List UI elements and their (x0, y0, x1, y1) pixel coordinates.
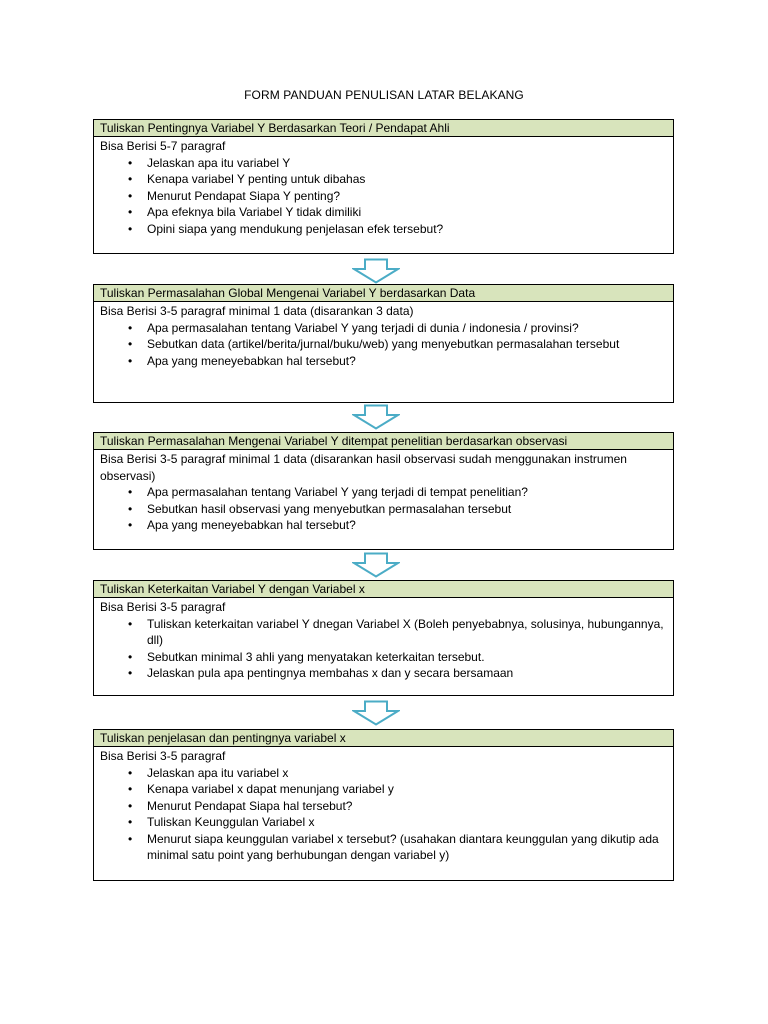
list-item (100, 649, 667, 666)
bullet-icon: • (128, 765, 133, 780)
bullet-list (100, 616, 667, 682)
list-item (100, 517, 667, 534)
list-item-text: Kenapa variabel x dapat menunjang variabel y (147, 782, 394, 796)
bullet-icon: • (128, 172, 133, 186)
page-title: FORM PANDUAN PENULISAN LATAR BELAKANG (244, 88, 524, 102)
section-intro: Bisa Berisi 3-5 paragraf minimal 1 data (disarankan hasil observasi sudah menggunakan instrumen observasi) (100, 452, 627, 483)
section-header: Tuliskan Pentingnya Variabel Y Berdasarkan Teori / Pendapat Ahli (94, 120, 673, 137)
list-item (100, 765, 667, 782)
down-arrow-icon (352, 404, 400, 430)
list-item (100, 484, 667, 501)
list-item-text: Jelaskan apa itu variabel Y (147, 155, 291, 170)
bullet-icon: • (128, 188, 133, 203)
list-item-text: Jelaskan apa itu variabel x (147, 765, 289, 780)
list-item-text: Apa yang meneyebabkan hal tersebut? (147, 353, 356, 368)
bullet-icon: • (128, 798, 133, 813)
bullet-icon: • (128, 320, 133, 335)
section-box-2 (93, 284, 674, 403)
bullet-icon: • (128, 649, 133, 664)
list-item (100, 501, 667, 518)
list-item (100, 336, 667, 353)
list-item (100, 204, 667, 221)
section-intro: Bisa Berisi 3-5 paragraf (100, 600, 226, 614)
list-item-text: Apa efeknya bila Variabel Y tidak dimiliki (147, 205, 362, 219)
list-item (100, 798, 667, 815)
bullet-icon: • (128, 815, 133, 829)
section-intro: Bisa Berisi 5-7 paragraf (100, 139, 226, 153)
down-arrow-icon (352, 700, 400, 726)
list-item (100, 221, 667, 238)
list-item-text: Apa permasalahan tentang Variabel Y yang terjadi di dunia / indonesia / provinsi? (147, 320, 579, 335)
section-body (94, 137, 673, 237)
bullet-icon: • (128, 518, 133, 532)
list-item (100, 320, 667, 337)
bullet-list (100, 484, 667, 534)
list-item (100, 665, 667, 682)
bullet-icon: • (128, 337, 133, 351)
list-item-text: Tuliskan keterkaitan variabel Y dnegan Variabel X (Boleh penyebabnya, solusinya, hubungannya, dll) (147, 616, 664, 647)
section-header: Tuliskan Permasalahan Global Mengenai Variabel Y berdasarkan Data (94, 285, 673, 302)
list-item-text: Sebutkan data (artikel/berita/jurnal/buku/web) yang menyebutkan permasalahan tersebut (147, 337, 620, 351)
bullet-icon: • (128, 666, 133, 680)
list-item (100, 616, 667, 649)
list-item-text: Sebutkan minimal 3 ahli yang menyatakan keterkaitan tersebut. (147, 649, 485, 664)
down-arrow-icon (352, 258, 400, 284)
list-item-text: Menurut Pendapat Siapa Y penting? (147, 188, 341, 203)
section-body (94, 747, 673, 864)
section-body (94, 450, 673, 534)
bullet-icon: • (128, 501, 133, 516)
section-box-1 (93, 119, 674, 254)
list-item-text: Kenapa variabel Y penting untuk dibahas (147, 172, 366, 186)
list-item (100, 188, 667, 205)
list-item-text: Jelaskan pula apa pentingnya membahas x dan y secara bersamaan (147, 666, 514, 680)
bullet-icon: • (128, 155, 133, 170)
list-item-text: Sebutkan hasil observasi yang menyebutkan permasalahan tersebut (147, 501, 512, 516)
section-body (94, 302, 673, 369)
down-arrow-icon (352, 552, 400, 578)
section-box-4 (93, 580, 674, 696)
list-item-text: Apa permasalahan tentang Variabel Y yang terjadi di tempat penelitian? (147, 485, 528, 499)
list-item-text: Menurut siapa keunggulan variabel x tersebut? (usahakan diantara keunggulan yang dikutip ada minimal satu point yang berhubungan dengan variabel y) (147, 831, 659, 862)
bullet-list (100, 765, 667, 864)
bullet-icon: • (128, 221, 133, 236)
section-body (94, 598, 673, 682)
list-item (100, 831, 667, 864)
list-item-text: Tuliskan Keunggulan Variabel x (147, 815, 315, 829)
section-box-3 (93, 432, 674, 550)
section-header: Tuliskan Keterkaitan Variabel Y dengan Variabel x (94, 581, 673, 598)
bullet-icon: • (128, 782, 133, 796)
section-intro: Bisa Berisi 3-5 paragraf (100, 749, 226, 763)
list-item (100, 353, 667, 370)
section-header: Tuliskan Permasalahan Mengenai Variabel Y ditempat penelitian berdasarkan observasi (94, 433, 673, 450)
bullet-icon: • (128, 616, 133, 631)
list-item-text: Opini siapa yang mendukung penjelasan efek tersebut? (147, 221, 444, 236)
bullet-icon: • (128, 485, 133, 499)
list-item (100, 781, 667, 798)
list-item-text: Menurut Pendapat Siapa hal tersebut? (147, 798, 353, 813)
bullet-icon: • (128, 831, 133, 846)
bullet-icon: • (128, 205, 133, 219)
bullet-list (100, 320, 667, 370)
list-item (100, 155, 667, 172)
list-item (100, 814, 667, 831)
section-header: Tuliskan penjelasan dan pentingnya variabel x (94, 730, 673, 747)
bullet-icon: • (128, 353, 133, 368)
bullet-list (100, 155, 667, 238)
list-item (100, 171, 667, 188)
section-intro: Bisa Berisi 3-5 paragraf minimal 1 data (disarankan 3 data) (100, 304, 414, 318)
section-box-5 (93, 729, 674, 881)
list-item-text: Apa yang meneyebabkan hal tersebut? (147, 518, 356, 532)
